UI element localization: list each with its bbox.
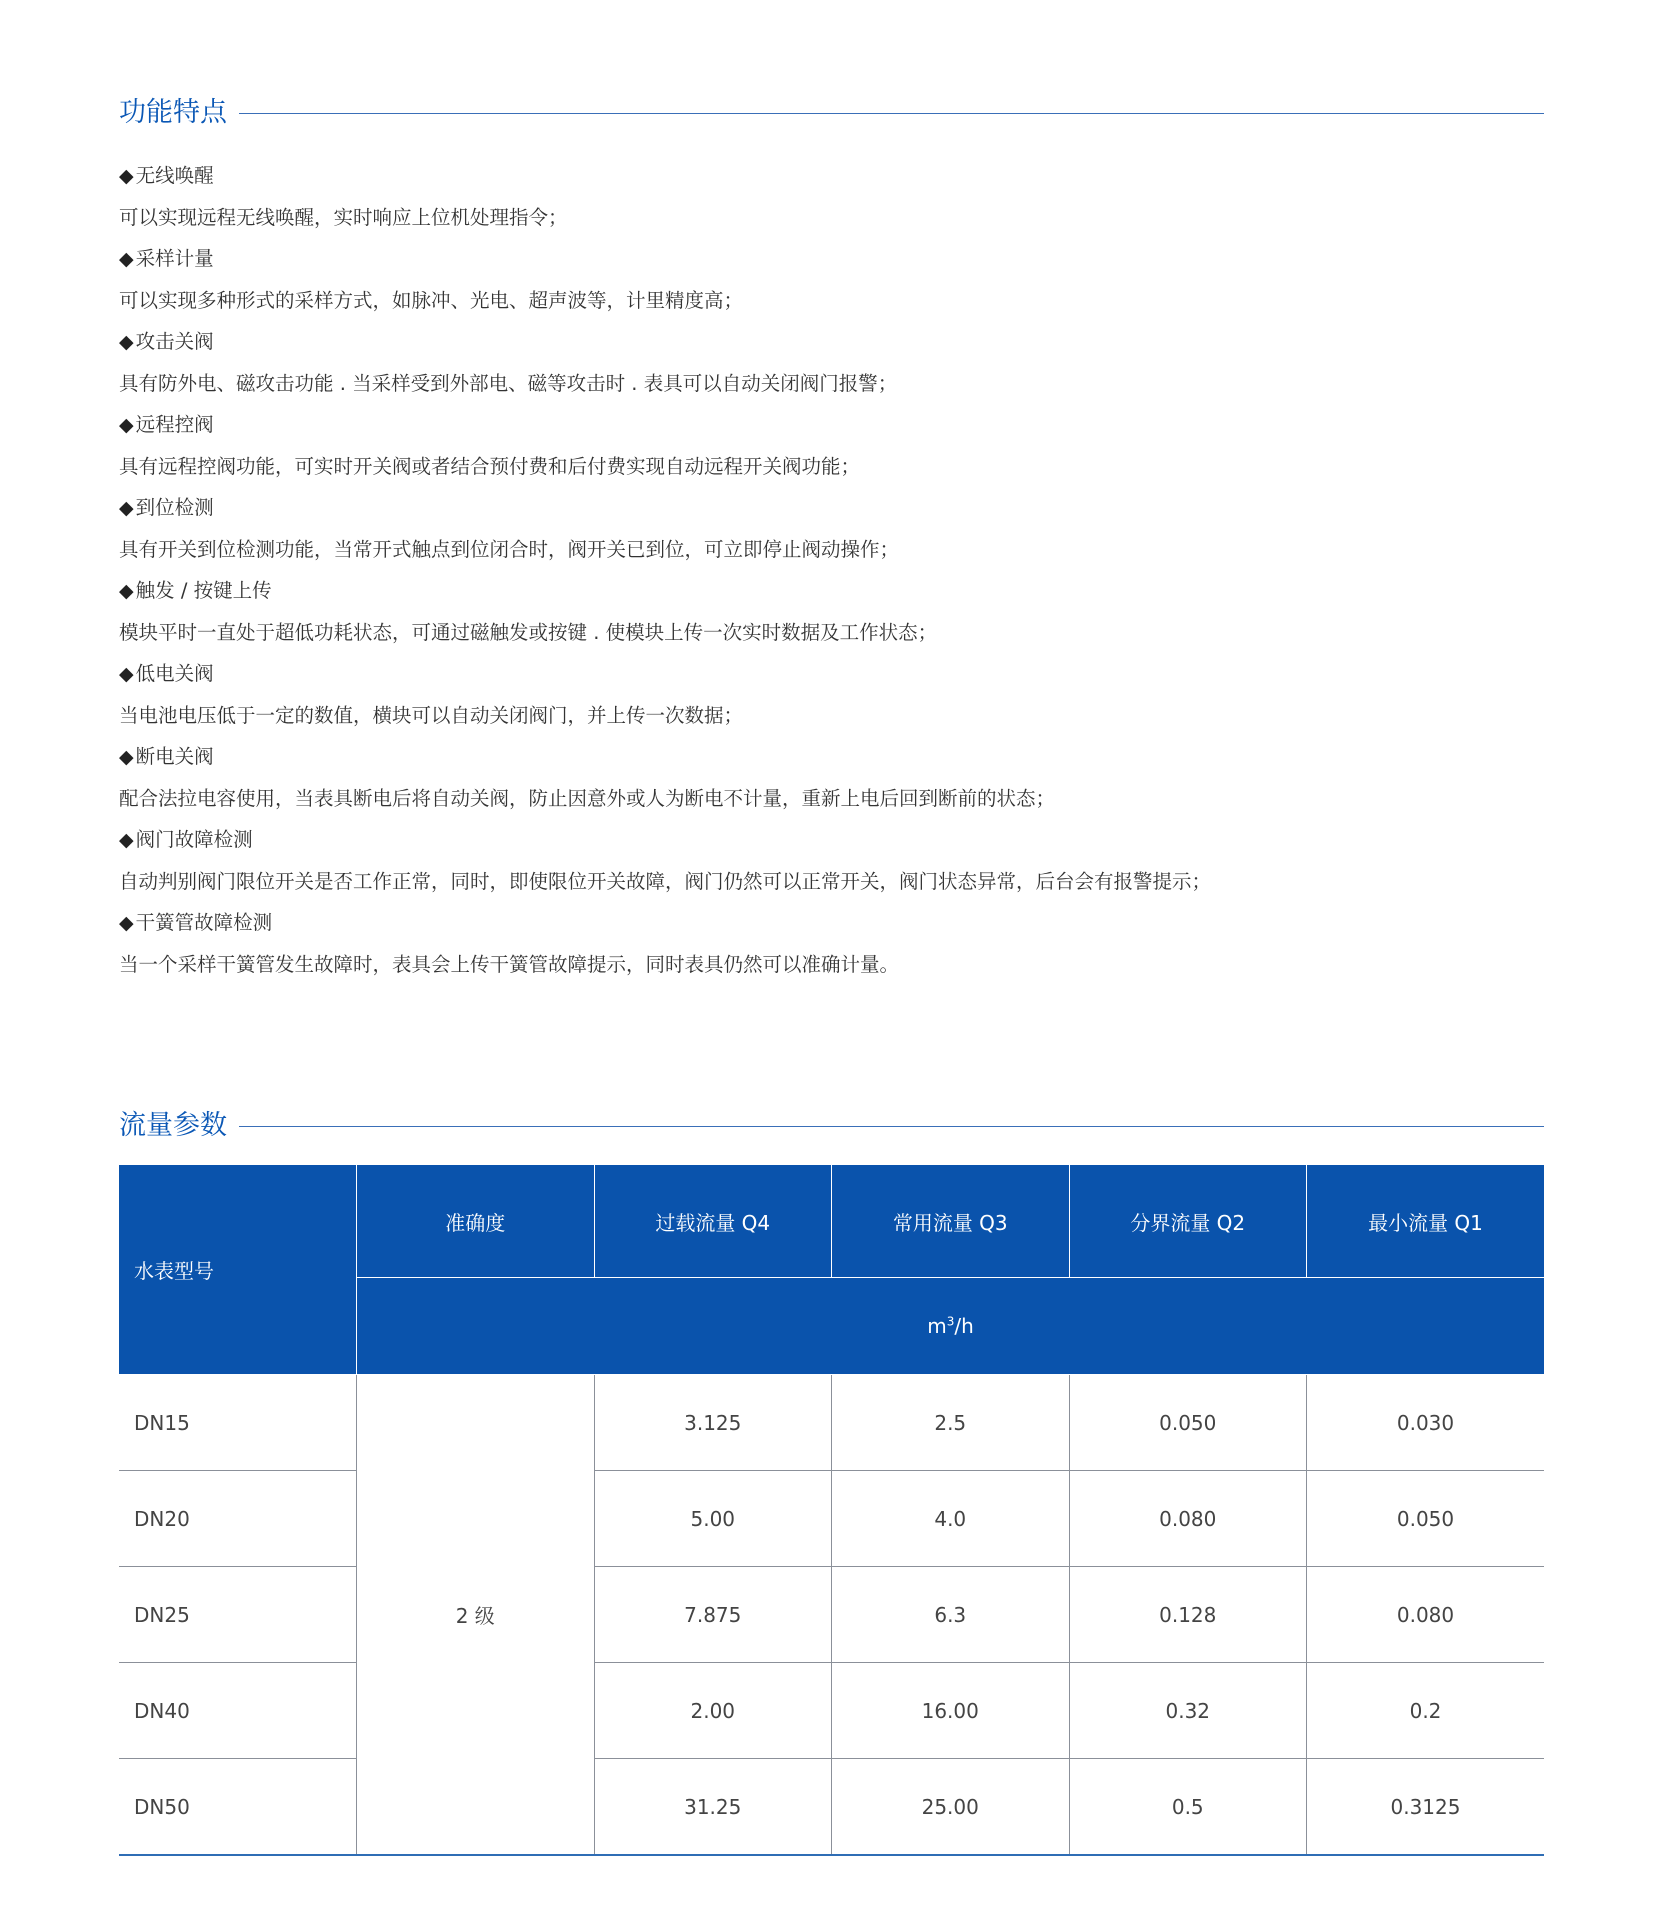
cell-q1: 0.080 [1307,1567,1545,1663]
feature-title: ◆ 到位检测 [119,496,214,519]
cell-q2: 0.080 [1069,1471,1307,1567]
feature-title: ◆ 干簧管故障检测 [119,911,273,934]
cell-model: DN50 [119,1759,357,1856]
feature-title: ◆ 采样计量 [119,247,214,270]
feature-item [119,155,1539,238]
header-q3: 常用流量 Q3 [832,1165,1070,1278]
feature-item [119,819,1539,902]
feature-item [119,653,1539,736]
feature-description: 可以实现多种形式的采样方式，如脉冲、光电、超声波等，计里精度高； [119,288,744,312]
table-row [119,1471,1544,1567]
cell-q1: 0.3125 [1307,1759,1545,1856]
feature-item [119,321,1539,404]
table-row [119,1375,1544,1471]
header-accuracy: 准确度 [357,1165,595,1278]
diamond-bullet-icon: ◆ [119,746,134,768]
feature-item [119,238,1539,321]
diamond-bullet-icon: ◆ [119,580,134,602]
header-q4: 过载流量 Q4 [594,1165,832,1278]
feature-list [119,155,1539,985]
features-section-header [119,92,1544,134]
cell-accuracy-grade: 2 级 [357,1375,595,1856]
cell-q3: 4.0 [832,1471,1070,1567]
feature-item [119,487,1539,570]
cell-q4: 2.00 [594,1663,832,1759]
cell-q2: 0.32 [1069,1663,1307,1759]
feature-description: 模块平时一直处于超低功耗状态，可通过磁触发或按键 . 使模块上传一次实时数据及工作状态； [119,620,938,644]
feature-item [119,570,1539,653]
diamond-bullet-icon: ◆ [119,829,134,851]
diamond-bullet-icon: ◆ [119,248,134,270]
flow-section-divider [239,1126,1544,1127]
feature-description: 当一个采样干簧管发生故障时，表具会上传干簧管故障提示，同时表具仍然可以准确计量。 [119,952,900,976]
cell-q3: 16.00 [832,1663,1070,1759]
cell-q4: 5.00 [594,1471,832,1567]
diamond-bullet-icon: ◆ [119,497,134,519]
table-row [119,1759,1544,1856]
cell-model: DN15 [119,1375,357,1471]
feature-item [119,404,1539,487]
feature-item [119,736,1539,819]
feature-description: 当电池电压低于一定的数值，横块可以自动关闭阀门，并上传一次数据； [119,703,744,727]
feature-title: ◆ 低电关阀 [119,662,214,685]
flow-section-header [119,1105,1544,1147]
feature-title: ◆ 攻击关阀 [119,330,214,353]
header-q2: 分界流量 Q2 [1069,1165,1307,1278]
cell-model: DN40 [119,1663,357,1759]
cell-q1: 0.050 [1307,1471,1545,1567]
cell-q3: 6.3 [832,1567,1070,1663]
feature-description: 自动判别阀门限位开关是否工作正常，同时，即使限位开关故障，阀门仍然可以正常开关，阀门状态异常，后台会有报警提示； [119,869,1212,893]
feature-description: 具有防外电、磁攻击功能 . 当采样受到外部电、磁等攻击时 . 表具可以自动关闭阀门报警； [119,371,898,395]
header-q1: 最小流量 Q1 [1307,1165,1545,1278]
flow-section-title: 流量参数 [119,1110,227,1141]
table-row [119,1567,1544,1663]
cell-q1: 0.030 [1307,1375,1545,1471]
feature-description: 可以实现远程无线唤醒，实时响应上位机处理指令； [119,205,568,229]
cell-q2: 0.050 [1069,1375,1307,1471]
cell-q4: 3.125 [594,1375,832,1471]
cell-q4: 31.25 [594,1759,832,1856]
table-header-row [119,1165,1544,1278]
cell-q4: 7.875 [594,1567,832,1663]
cell-q3: 2.5 [832,1375,1070,1471]
feature-title: ◆ 无线唤醒 [119,164,214,187]
features-section-divider [239,113,1544,114]
header-unit: $m^3/h$ [357,1278,1545,1375]
cell-model: DN20 [119,1471,357,1567]
cell-q2: 0.128 [1069,1567,1307,1663]
features-section-title: 功能特点 [119,97,227,128]
feature-description: 配合法拉电容使用，当表具断电后将自动关阀，防止因意外或人为断电不计量，重新上电后回到断前的状态； [119,786,1056,810]
diamond-bullet-icon: ◆ [119,912,134,934]
feature-title: ◆ 触发 / 按键上传 [119,579,272,602]
feature-title: ◆ 断电关阀 [119,745,214,768]
diamond-bullet-icon: ◆ [119,663,134,685]
feature-description: 具有开关到位检测功能，当常开式触点到位闭合时，阀开关已到位，可立即停止阀动操作； [119,537,900,561]
diamond-bullet-icon: ◆ [119,331,134,353]
cell-q1: 0.2 [1307,1663,1545,1759]
flow-parameters-table [119,1165,1544,1856]
feature-title: ◆ 远程控阀 [119,413,214,436]
feature-item [119,902,1539,985]
diamond-bullet-icon: ◆ [119,414,134,436]
cell-model: DN25 [119,1567,357,1663]
feature-title: ◆ 阀门故障检测 [119,828,253,851]
diamond-bullet-icon: ◆ [119,165,134,187]
feature-description: 具有远程控阀功能，可实时开关阀或者结合预付费和后付费实现自动远程开关阀功能； [119,454,861,478]
cell-q3: 25.00 [832,1759,1070,1856]
cell-q2: 0.5 [1069,1759,1307,1856]
header-model: 水表型号 [119,1165,357,1375]
table-row [119,1663,1544,1759]
